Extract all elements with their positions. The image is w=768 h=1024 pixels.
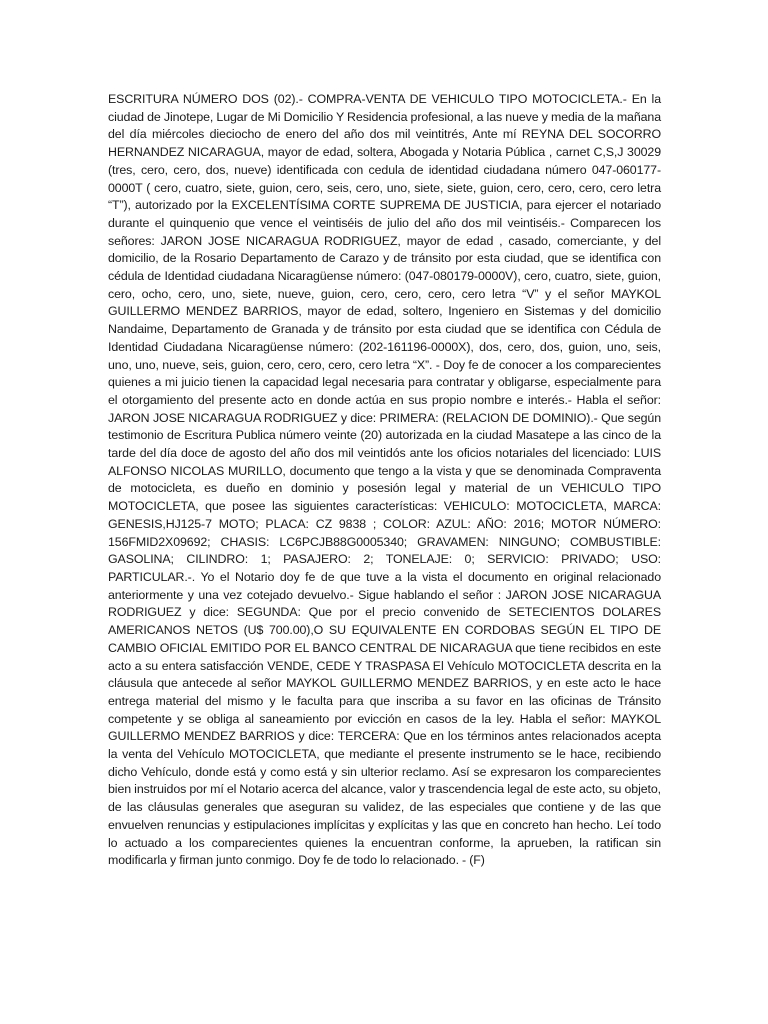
deed-body-paragraph: ESCRITURA NÚMERO DOS (02).- COMPRA-VENTA DE VEHICULO TIPO MOTOCICLETA.- En la ciudad de Jinotepe, Lugar de Mi Domicilio Y Residencia profesional, a las nueve y media de la mañana del día miércoles dieciocho de enero del año dos mil veintitrés, Ante mí REYNA DEL SOCORRO HERNANDEZ NICARAGUA, mayor de edad, soltera, Abogada y Notaria Pública , carnet C,S,J 30029 (tres, cero, cero, dos, nueve) identificada con cedula de identidad ciudadana número 047-060177-0000T ( cero, cuatro, siete, guion, cero, seis, cero, uno, siete, siete, guion, cero, cero, cero, cero letra “T”), autorizado por la EXCELENTÍSIMA CORTE SUPREMA DE JUSTICIA, para ejercer el notariado durante el quinquenio que vence el veintiséis de julio del año dos mil veintiséis.- Comparecen los señores: JARON JOSE NICARAGUA RODRIGUEZ, mayor de edad , casado, comerciante, y del domicilio, de la Rosario Departamento de Carazo y de tránsito por esta ciudad, que se identifica con cédula de Identidad ciudadana Nicaragüense número: (047-080179-0000V), cero, cuatro, siete, guion, cero, ocho, cero, uno, siete, nueve, guion, cero, cero, cero, cero letra “V” y el señor MAYKOL GUILLERMO MENDEZ BARRIOS, mayor de edad, soltero, Ingeniero en Sistemas y del domicilio Nandaime, Departamento de Granada y de tránsito por esta ciudad que se identifica con Cédula de Identidad Ciudadana Nicaragüense número: (202-161196-0000X), dos, cero, dos, guion, uno, seis, uno, uno, nueve, seis, guion, cero, cero, cero, cero letra “X”. - Doy fe de conocer a los comparecientes quienes a mi juicio tienen la capacidad legal necesaria para contratar y obligarse, especialmente para el otorgamiento del presente acto en donde actúa en sus propio nombre e interés.- Habla el señor: JARON JOSE NICARAGUA RODRIGUEZ y dice: PRIMERA: (RELACION DE DOMINIO).- Que según testimonio de Escritura Publica número veinte (20) autorizada en la ciudad Masatepe a las cinco de la tarde del día doce de agosto del año dos mil veintidós ante los oficios notariales del licenciado: LUIS ALFONSO NICOLAS MURILLO, documento que tengo a la vista y que se denominada Compraventa de motocicleta, es dueño en dominio y posesión legal y material de un VEHICULO TIPO MOTOCICLETA, que posee las siguientes características: VEHICULO: MOTOCICLETA, MARCA: GENESIS,HJ125-7 MOTO; PLACA: CZ 9838 ; COLOR: AZUL: AÑO: 2016; MOTOR NÚMERO: 156FMID2X09692; CHASIS: LC6PCJB88G0005340; GRAVAMEN: NINGUNO; COMBUSTIBLE: GASOLINA; CILINDRO: 1; PASAJERO: 2; TONELAJE: 0; SERVICIO: PRIVADO; USO: PARTICULAR.-. Yo el Notario doy fe de que tuve a la vista el documento en original relacionado anteriormente y una vez cotejado devuelvo.- Sigue hablando el señor : JARON JOSE NICARAGUA RODRIGUEZ y dice: SEGUNDA: Que por el precio convenido de SETECIENTOS DOLARES AMERICANOS NETOS (U$ 700.00),O SU EQUIVALENTE EN CORDOBAS SEGÚN EL TIPO DE CAMBIO OFICIAL EMITIDO POR EL BANCO CENTRAL DE NICARAGUA que tiene recibidos en este acto a su entera satisfacción VENDE, CEDE Y TRASPASA El Vehículo MOTOCICLETA descrita en la cláusula que antecede al señor MAYKOL GUILLERMO MENDEZ BARRIOS, y en este acto le hace entrega material del mismo y le faculta para que inscriba a su favor en las oficinas de Tránsito competente y se obliga al saneamiento por evicción en casos de la ley. Habla el señor: MAYKOL GUILLERMO MENDEZ BARRIOS y dice: TERCERA: Que en los términos antes relacionados acepta la venta del Vehículo MOTOCICLETA, que mediante el presente instrumento se le hace, recibiendo dicho Vehículo, donde está y como está y sin ulterior reclamo. Así se expresaron los comparecientes bien instruidos por mí el Notario acerca del alcance, valor y trascendencia legal de este acto, su objeto, de las cláusulas generales que aseguran su validez, de las especiales que contiene y de las que envuelven renuncias y estipulaciones implícitas y explícitas y las que en concreto han hecho. Leí todo lo actuado a los comparecientes quienes la encuentran conforme, la aprueben, la ratifican sin modificarla y firman junto conmigo. Doy fe de todo lo relacionado. - (F) bbox=[108, 92, 661, 868]
